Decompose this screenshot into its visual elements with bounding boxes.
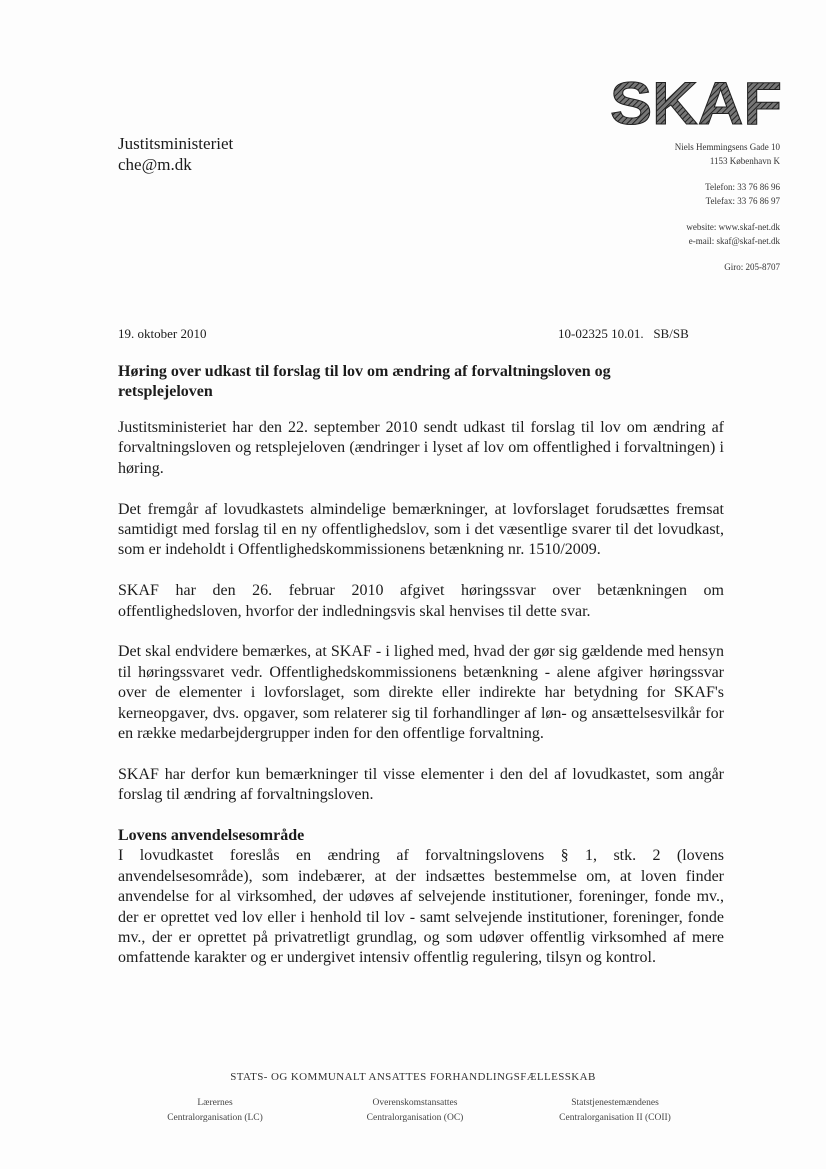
sender-website: website: www.skaf-net.dk [686, 222, 780, 232]
section-heading: Lovens anvendelsesområde [118, 827, 305, 845]
recipient-email: che@m.dk [118, 155, 192, 174]
letter-body [118, 418, 724, 989]
sender-fax: Telefax: 33 76 86 97 [705, 196, 780, 206]
letter-title: Høring over udkast til forslag til lov om ændring af forvaltningsloven og retsplejeloven [118, 363, 611, 400]
footer-org-oc: Overenskomstansattes Centralorganisation (OC) [366, 1098, 464, 1123]
body-paragraph: Justitsministeriet har den 22. september 2010 sendt udkast til forslag til lov om ændring af forvaltningsloven og retsplejeloven (ændringer i lyset af lov om offentlighed i forvaltningen) i høring. [118, 419, 724, 477]
skaf-logo [608, 74, 784, 128]
body-paragraph: Det fremgår af lovudkastets almindelige bemærkninger, at lovforslaget forudsættes fremsat samtidigt med forslag til en ny offentlighedslov, som i det væsentlige svarer til det lovudkast, som er indeholdt i Offentlighedskommissionens betænkning nr. 1510/2009. [118, 500, 724, 559]
sender-giro: Giro: 205-8707 [724, 262, 780, 272]
sender-city: 1153 København K [709, 156, 780, 166]
footer-org-coii: Statstjenestemændenes Centralorganisation II (COII) [559, 1098, 671, 1123]
sender-phone: Telefon: 33 76 86 96 [705, 182, 780, 192]
footer-organisations [120, 1096, 710, 1126]
letter-date: 19. oktober 2010 [118, 326, 207, 341]
body-paragraph: Det skal endvidere bemærkes, at SKAF - i lighed med, hvad der gør sig gældende med hensyn til høringssvaret vedr. Offentlighedskommissionens betænkning - alene afgiver høringssvar over de elementer i lovforslaget, som direkte eller indirekte har betydning for SKAF's kerneopgaver, dvs. opgaver, som relaterer sig til forhandlinger af løn- og ansættelsesvilkår for en række medarbejdergrupper inden for den offentlige forvaltning. [118, 643, 724, 743]
sender-street: Niels Hemmingsens Gade 10 [674, 142, 780, 152]
body-paragraph: SKAF har den 26. februar 2010 afgivet høringssvar over betænkningen om offentlighedsloven, hvorfor der indledningsvis skal henvises til dette svar. [118, 582, 724, 620]
section-paragraph: I lovudkastet foreslås en ændring af forvaltningslovens § 1, stk. 2 (lovens anvendelsesområde), som indebærer, at der indsættes bestemmelse om, at loven finder anvendelse for al virksomhed, der udøves af selvejende institutioner, foreninger, fonde mv., der er oprettet ved lov eller i henhold til lov - samt selvejende institutioner, foreninger, fonde mv., der er oprettet på privatretligt grundlag, og som udøver offentlig virksomhed af mere omfattende karakter og er undergivet intensiv offentlig regulering, tilsyn og kontrol. [118, 847, 724, 967]
footer-title: STATS- OG KOMMUNALT ANSATTES FORHANDLINGSFÆLLESSKAB [230, 1071, 596, 1083]
recipient-block [118, 133, 233, 175]
sender-address-block [550, 140, 780, 274]
sender-email: e-mail: skaf@skaf-net.dk [688, 236, 780, 246]
footer-org-lc: Lærernes Centralorganisation (LC) [167, 1098, 263, 1123]
recipient-name: Justitsministeriet [118, 134, 234, 153]
letter-reference: 10-02325 10.01. SB/SB [558, 326, 689, 341]
body-paragraph: SKAF har derfor kun bemærkninger til visse elementer i den del af lovudkastet, som angår forslag til ændring af forvaltningsloven. [118, 765, 724, 804]
svg-text:SKAF: SKAF [610, 74, 782, 128]
